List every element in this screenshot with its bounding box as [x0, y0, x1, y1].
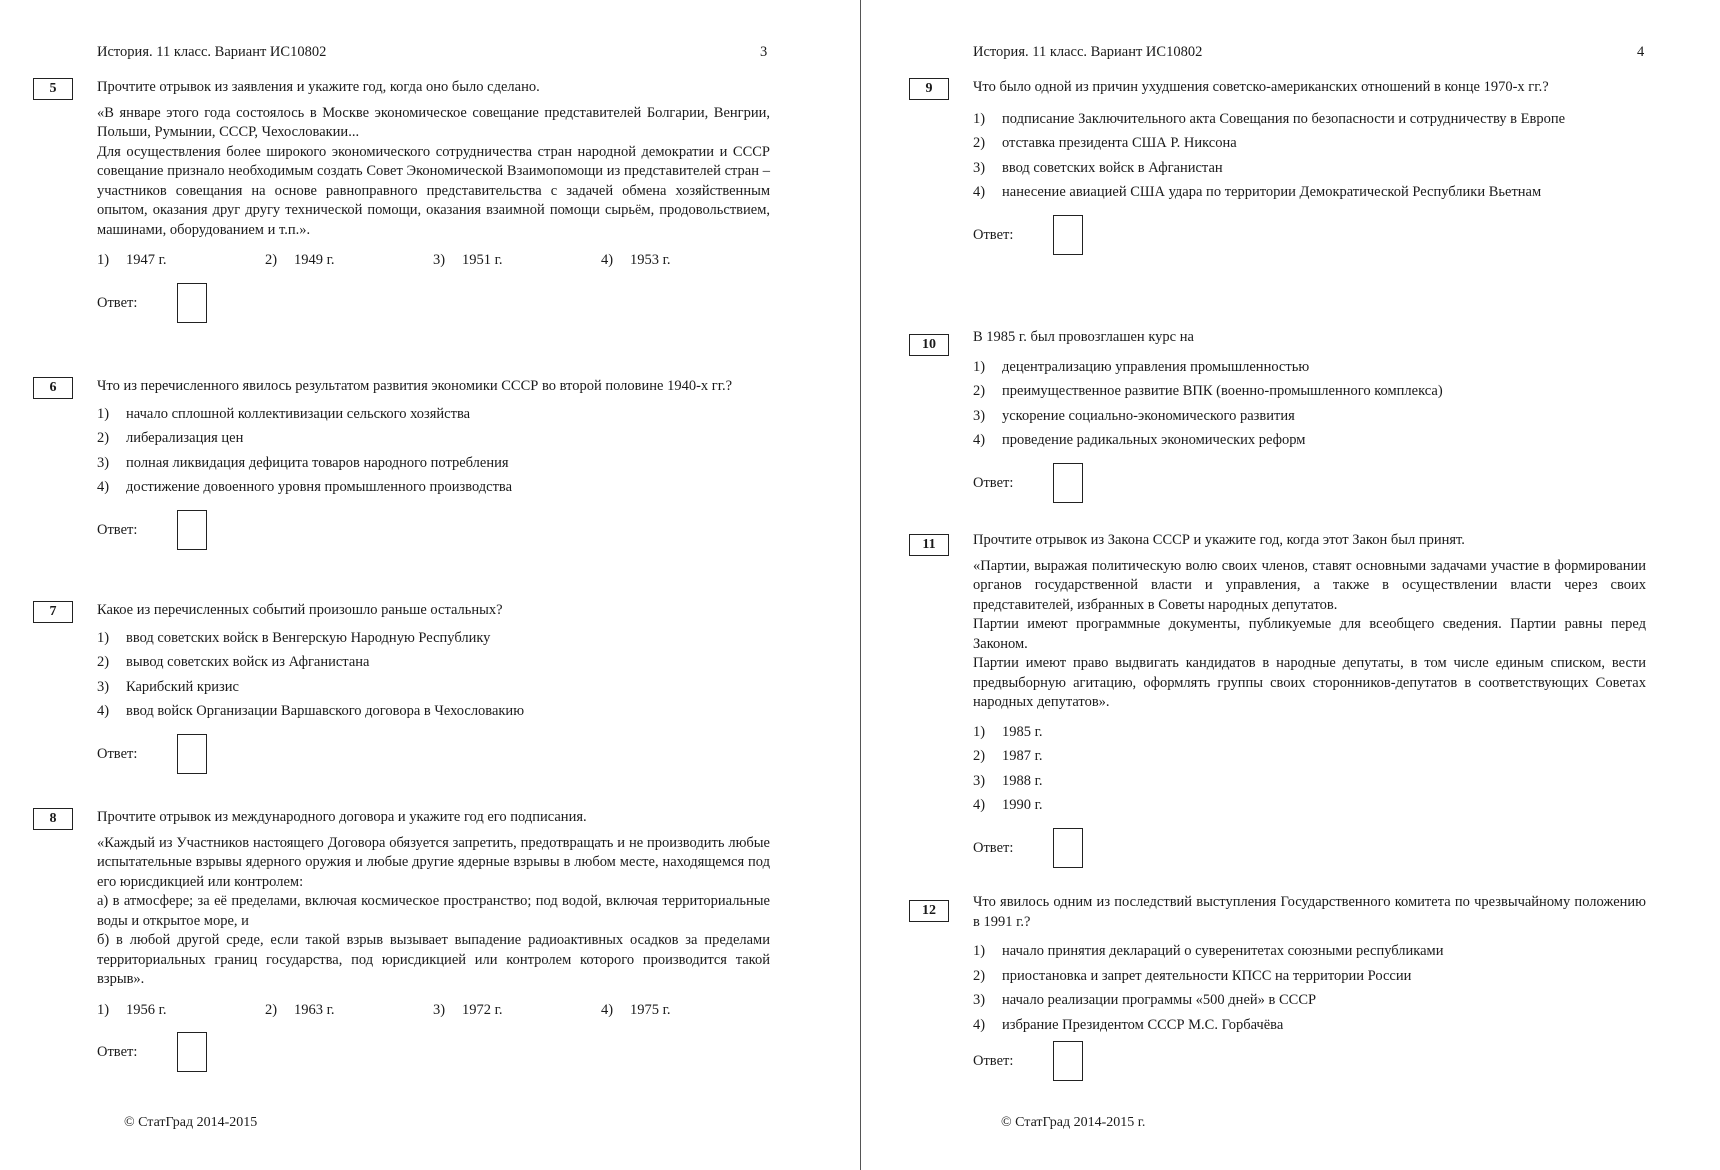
option-number: 4): [973, 184, 986, 200]
option-number: 3): [973, 772, 986, 789]
answer-option: [973, 358, 1646, 378]
option-text: подписание Заключительного акта Совещания по безопасности и сотрудничеству в Европе: [1002, 110, 1566, 127]
answer-option: [601, 251, 769, 271]
answer-option: [433, 1001, 601, 1021]
task-question: Что явилось одним из последствий выступления Государственного комитета по чрезвычайному положению в 1991 г.?: [973, 894, 1646, 930]
answer-option: [265, 251, 433, 271]
option-text: проведение радикальных экономических реформ: [1002, 432, 1306, 448]
option-number: 1): [97, 629, 110, 646]
answer-options: [97, 629, 770, 722]
option-text: нанесение авиацией США удара по территории Демократической Республики Вьетнам: [1002, 184, 1542, 200]
answer-option: [973, 431, 1646, 451]
option-number: 3): [433, 1001, 446, 1018]
option-number: 3): [97, 454, 110, 471]
option-text: Карибский кризис: [126, 678, 239, 695]
answer-input-box[interactable]: [1053, 463, 1083, 503]
option-number: 2): [973, 383, 986, 399]
answer-input-box[interactable]: [177, 510, 207, 550]
option-number: 1): [973, 358, 986, 375]
task-question: Что было одной из причин ухудшения советско-американских отношений в конце 1970-х гг.?: [973, 79, 1549, 95]
excerpt-paragraph: б) в любой другой среде, если такой взрыв вызывает выпадение радиоактивных осадков за пределами территориальных границ государства, под юрисдикцией или контролем которого производится такой взрыв».: [97, 932, 770, 987]
task-question: Какое из перечисленных событий произошло раньше остальных?: [97, 602, 503, 618]
answer-label: Ответ:: [973, 226, 1014, 243]
answer-options: [973, 723, 1646, 816]
option-number: 4): [973, 797, 986, 813]
option-text: 1963 г.: [294, 1001, 335, 1018]
answer-option: [265, 1001, 433, 1021]
page-header-title: История. 11 класс. Вариант ИС10802: [97, 44, 327, 60]
option-text: приостановка и запрет деятельности КПСС на территории России: [1002, 967, 1412, 984]
answer-option: [97, 629, 770, 649]
option-number: 4): [97, 703, 110, 719]
option-text: достижение довоенного уровня промышленного производства: [126, 479, 513, 495]
task-number-box: 9: [909, 78, 949, 100]
task-question: Прочтите отрывок из заявления и укажите год, когда оно было сделано.: [97, 79, 540, 95]
option-number: 4): [97, 479, 110, 495]
answer-label: Ответ:: [97, 294, 138, 311]
source-excerpt: [973, 557, 1646, 713]
answer-label: Ответ:: [97, 521, 138, 538]
task-8: [33, 808, 770, 1072]
source-excerpt: [97, 834, 770, 990]
answer-option: [973, 110, 1646, 130]
answer-option: [97, 702, 770, 722]
task-6: [33, 377, 770, 550]
answer-option: [97, 405, 770, 425]
task-number-box: 6: [33, 377, 73, 399]
excerpt-paragraph: «В январе этого года состоялось в Москве экономическое совещание представителей Болгарии, Венгрии, Польши, Румынии, СССР, Чехословакии...: [97, 104, 770, 140]
answer-options: [97, 1001, 770, 1021]
option-text: 1988 г.: [1002, 772, 1043, 789]
answer-area: [973, 215, 1646, 255]
excerpt-paragraph: Для осуществления более широкого экономического сотрудничества стран народной демократии и СССР совещание признало необходимым создать Совет Экономической Взаимопомощи из представителей стран – участников совещания на основе равноправного представительства с задачей обмена хозяйственным опытом, оказания друг другу технической помощи, оказания взаимной помощи сырьём, продовольствием, машинами, оборудованием и т.п.».: [97, 143, 770, 238]
answer-option: [601, 1001, 769, 1021]
option-number: 3): [433, 252, 446, 268]
task-number-box: 8: [33, 808, 73, 830]
option-text: 1947 г.: [126, 252, 167, 268]
option-text: ввод советских войск в Афганистан: [1002, 159, 1223, 176]
task-question: Прочтите отрывок из международного договора и укажите год его подписания.: [97, 809, 587, 825]
answer-input-box[interactable]: [177, 734, 207, 774]
option-number: 1): [97, 1001, 110, 1018]
option-text: вывод советских войск из Афганистана: [126, 654, 370, 670]
answer-option: [973, 134, 1646, 154]
answer-option: [973, 942, 1646, 962]
answer-option: [973, 967, 1646, 987]
task-question: Прочтите отрывок из Закона СССР и укажите год, когда этот Закон был принят.: [973, 532, 1465, 548]
option-text: 1990 г.: [1002, 797, 1043, 813]
option-text: 1949 г.: [294, 252, 335, 268]
option-text: начало реализации программы «500 дней» в СССР: [1002, 992, 1317, 1008]
answer-options: [973, 110, 1646, 203]
option-text: полная ликвидация дефицита товаров народного потребления: [126, 454, 509, 471]
answer-area: [973, 463, 1646, 503]
option-number: 4): [973, 1016, 986, 1033]
option-text: ввод войск Организации Варшавского договора в Чехословакию: [126, 703, 525, 719]
answer-option: [973, 1016, 1646, 1036]
option-number: 2): [97, 430, 110, 446]
answer-options: [97, 405, 770, 498]
answer-label: Ответ:: [97, 745, 138, 762]
option-text: ускорение социально-экономического развития: [1002, 407, 1295, 424]
page-number: 4: [1637, 44, 1645, 60]
answer-option: [97, 478, 770, 498]
option-text: ввод советских войск в Венгерскую Народную Республику: [126, 629, 491, 646]
option-number: 3): [973, 159, 986, 176]
option-text: 1956 г.: [126, 1001, 167, 1018]
answer-area: [97, 734, 770, 774]
excerpt-paragraph: Партии имеют программные документы, публикуемые для всеобщего сведения. Партии равны перед Законом.: [973, 616, 1646, 652]
task-9: [909, 78, 1646, 255]
answer-input-box[interactable]: [177, 1032, 207, 1072]
answer-option: [97, 678, 770, 698]
excerpt-paragraph: «Каждый из Участников настоящего Договора обязуется запретить, предотвращать и не производить любые испытательные взрывы ядерного оружия и любые другие ядерные взрывы в любом месте, находящемся под его юрисдикцией или контролем:: [97, 834, 770, 890]
option-text: 1951 г.: [462, 252, 503, 268]
option-number: 2): [265, 252, 278, 268]
task-number-box: 7: [33, 601, 73, 623]
answer-area: [97, 283, 770, 323]
answer-area: [973, 828, 1646, 868]
task-7: [33, 601, 770, 774]
task-number-box: 5: [33, 78, 73, 100]
answer-option: [973, 183, 1646, 203]
answer-input-box[interactable]: [177, 283, 207, 323]
answer-option: [97, 429, 770, 449]
answer-area: [97, 510, 770, 550]
excerpt-paragraph: «Партии, выражая политическую волю своих членов, ставят основными задачами участие в формировании органов государственной власти и управления, а также в осуществлении власти через своих представителей, избранных в Советы народных депутатов.: [973, 557, 1646, 613]
option-number: 3): [973, 992, 986, 1008]
answer-option: [97, 1001, 265, 1021]
page-footer: © СтатГрад 2014-2015: [124, 1115, 258, 1130]
option-text: избрание Президентом СССР М.С. Горбачёва: [1002, 1016, 1284, 1033]
option-text: преимущественное развитие ВПК (военно-промышленного комплекса): [1002, 383, 1443, 399]
answer-label: Ответ:: [973, 839, 1014, 856]
answer-options: [973, 942, 1646, 1035]
option-text: отставка президента США Р. Никсона: [1002, 135, 1237, 151]
answer-option: [973, 747, 1646, 767]
option-text: либерализация цен: [126, 430, 244, 446]
answer-area: [97, 1032, 770, 1072]
task-10: [909, 329, 1646, 503]
task-number-box: 11: [909, 534, 949, 556]
option-text: 1953 г.: [630, 252, 671, 268]
task-number-box: 12: [909, 900, 949, 922]
option-number: 3): [97, 678, 110, 695]
source-excerpt: [97, 104, 770, 241]
option-text: 1987 г.: [1002, 748, 1043, 764]
answer-input-box[interactable]: [1053, 215, 1083, 255]
option-number: 2): [973, 135, 986, 151]
answer-option: [97, 454, 770, 474]
answer-option: [97, 653, 770, 673]
option-number: 1): [97, 405, 110, 422]
answer-option: [973, 159, 1646, 179]
option-number: 2): [973, 967, 986, 984]
excerpt-paragraph: Партии имеют право выдвигать кандидатов в народные депутаты, в том числе единым списком, вести предвыборную агитацию, оформлять группы своих сторонников-депутатов в соответствующих Советах народных депутатов».: [973, 655, 1646, 710]
answer-area: [973, 1041, 1646, 1081]
answer-option: [973, 991, 1646, 1011]
option-number: 2): [973, 748, 986, 764]
option-text: 1985 г.: [1002, 723, 1043, 740]
option-text: децентрализацию управления промышленностью: [1002, 358, 1310, 375]
answer-label: Ответ:: [973, 1053, 1014, 1069]
option-text: начало принятия деклараций о суверенитетах союзными республиками: [1002, 943, 1444, 959]
answer-options: [97, 251, 770, 271]
task-11: [909, 534, 1646, 868]
option-text: начало сплошной коллективизации сельского хозяйства: [126, 405, 471, 422]
answer-input-box[interactable]: [1053, 1041, 1083, 1081]
answer-label: Ответ:: [97, 1044, 138, 1060]
option-text: 1975 г.: [630, 1001, 671, 1018]
answer-label: Ответ:: [973, 474, 1014, 491]
option-number: 2): [97, 654, 110, 670]
answer-option: [973, 407, 1646, 427]
option-number: 1): [973, 110, 986, 127]
option-text: 1972 г.: [462, 1001, 503, 1018]
answer-input-box[interactable]: [1053, 828, 1083, 868]
answer-option: [97, 251, 265, 271]
answer-option: [973, 382, 1646, 402]
task-12: [909, 894, 1646, 1081]
answer-option: [973, 772, 1646, 792]
option-number: 1): [973, 943, 986, 959]
answer-option: [973, 723, 1646, 743]
answer-option: [973, 796, 1646, 816]
page-header-title: История. 11 класс. Вариант ИС10802: [973, 44, 1203, 60]
task-question: В 1985 г. был провозглашен курс на: [973, 329, 1194, 345]
excerpt-paragraph: а) в атмосфере; за её пределами, включая космическое пространство; под водой, включая территориальные воды и открытое море, и: [97, 893, 770, 929]
option-number: 4): [601, 252, 614, 268]
task-number-box: 10: [909, 334, 949, 356]
option-number: 4): [601, 1001, 614, 1018]
answer-options: [973, 358, 1646, 451]
task-question: Что из перечисленного явилось результатом развития экономики СССР во второй половине 1940-х гг.?: [97, 378, 733, 394]
option-number: 3): [973, 407, 986, 424]
option-number: 4): [973, 432, 986, 448]
option-number: 2): [265, 1001, 278, 1018]
answer-option: [433, 251, 601, 271]
page-right: [861, 0, 1720, 1170]
option-number: 1): [97, 252, 110, 268]
task-5: [33, 78, 770, 323]
option-number: 1): [973, 723, 986, 740]
page-number: 3: [760, 44, 768, 60]
page-footer: © СтатГрад 2014-2015 г.: [1001, 1115, 1146, 1130]
